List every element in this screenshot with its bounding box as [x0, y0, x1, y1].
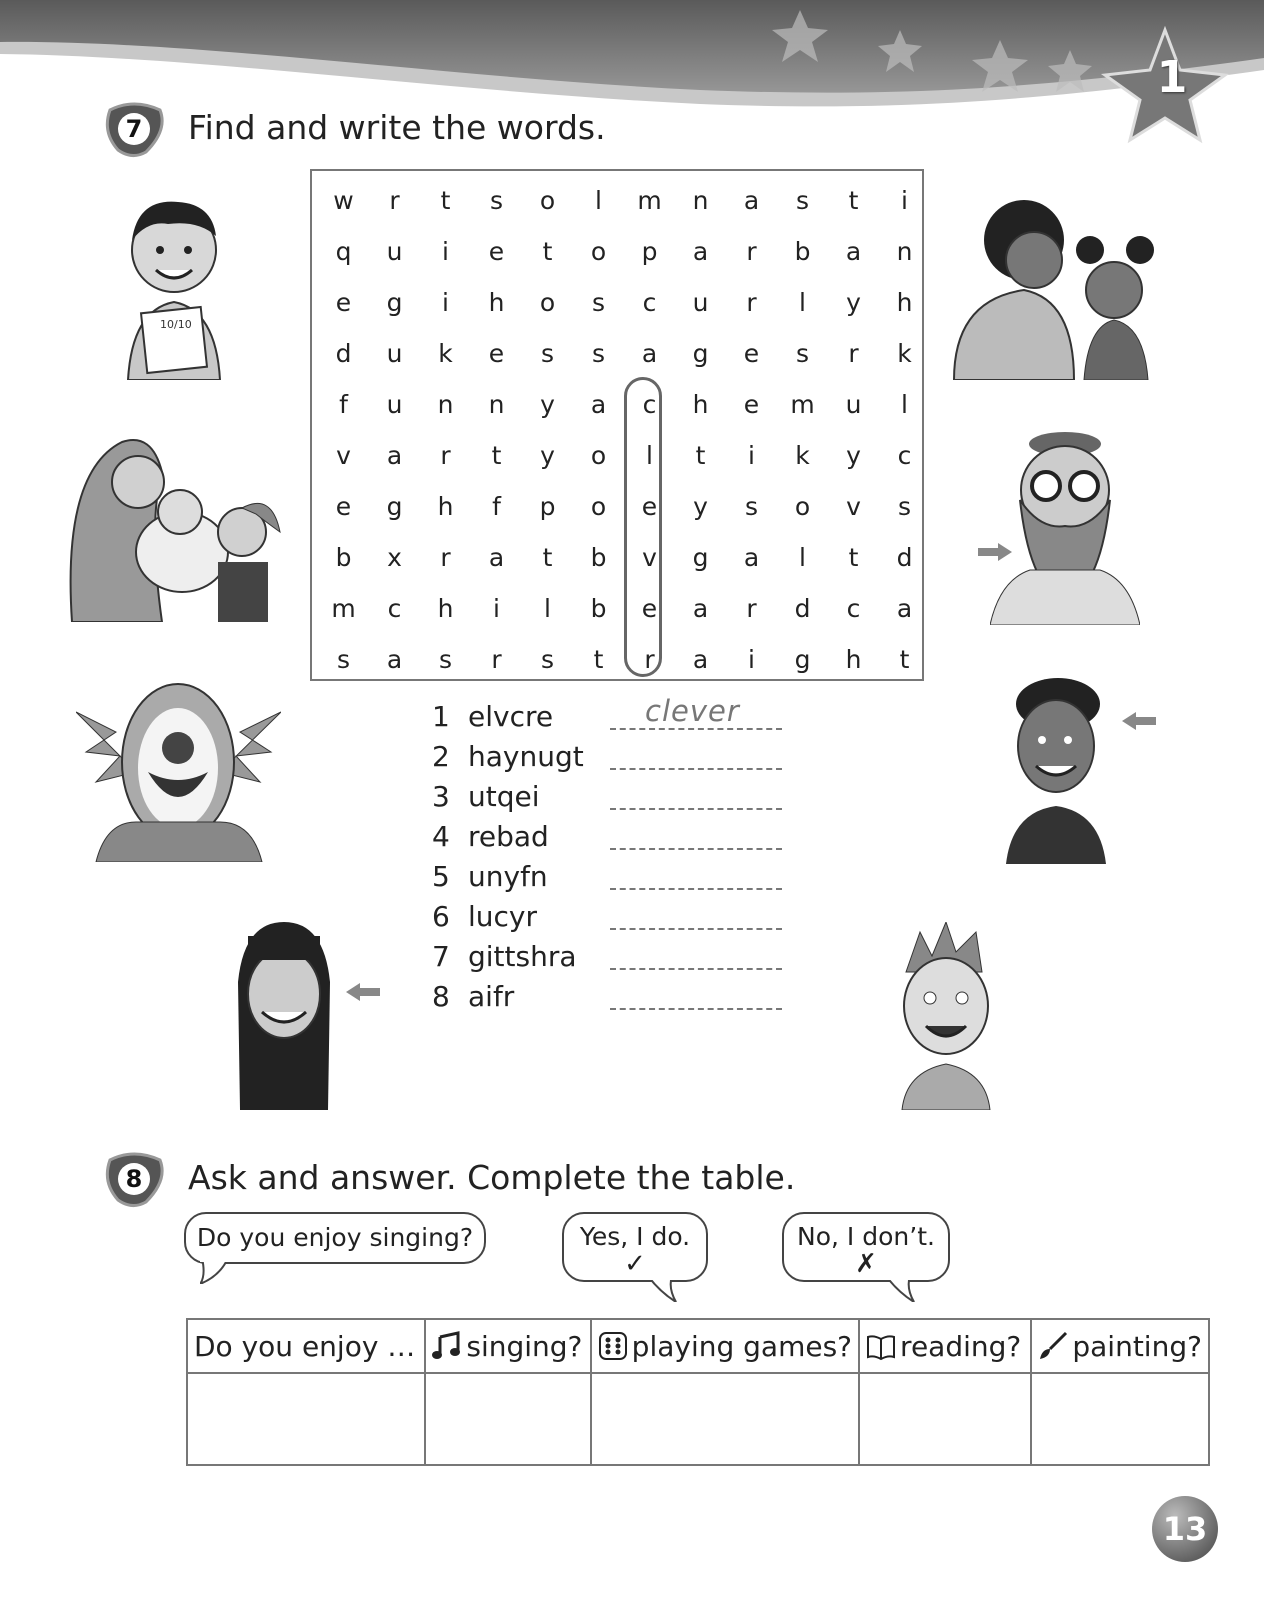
scrambled-word: lucyr: [468, 900, 538, 933]
boy-with-test-picture: [108, 190, 238, 380]
scrambled-word: unyfn: [468, 860, 548, 893]
grid-letter: r: [746, 288, 757, 317]
grid-letter: e: [488, 339, 505, 368]
tick-mark: ✓: [624, 1249, 646, 1279]
grid-letter: u: [386, 339, 403, 368]
grid-letter: t: [491, 441, 502, 470]
table-header-cell: painting?: [1031, 1319, 1209, 1373]
cross-mark: ✗: [855, 1249, 877, 1279]
long-haired-girl-picture: [234, 922, 334, 1110]
grid-letter: c: [642, 288, 657, 317]
anagram-item: [432, 860, 548, 893]
grid-letter: a: [590, 390, 607, 419]
exercise-8-instruction: Ask and answer. Complete the table.: [188, 1158, 796, 1197]
table-header-row: [187, 1319, 1209, 1373]
grid-letter: a: [692, 237, 709, 266]
yes-speech-bubble: Yes, I do. ✓: [562, 1212, 708, 1282]
grid-letter: t: [542, 237, 553, 266]
grid-letter: l: [799, 543, 806, 572]
exercise-7-instruction: Find and write the words.: [188, 108, 606, 147]
answer-line[interactable]: [610, 1008, 782, 1010]
anagram-number: 3: [432, 780, 450, 813]
grid-letter: u: [845, 390, 862, 419]
grid-letter: n: [488, 390, 505, 419]
spiky-haired-boy-picture: [886, 922, 1006, 1110]
grid-letter: i: [493, 594, 500, 623]
anagram-item: [432, 820, 549, 853]
grid-letter: o: [590, 492, 607, 521]
arrow-left-icon: [346, 983, 380, 1001]
paintbrush-icon: [1038, 1331, 1068, 1361]
scrambled-word: aifr: [468, 980, 515, 1013]
grid-letter: a: [692, 594, 709, 623]
grid-letter: y: [693, 492, 708, 521]
answer-cell[interactable]: [425, 1373, 590, 1465]
grid-letter: y: [846, 441, 861, 470]
grid-letter: o: [794, 492, 811, 521]
grid-letter: i: [442, 288, 449, 317]
grid-letter: r: [746, 237, 757, 266]
grid-letter: s: [540, 339, 555, 368]
exercise-7-badge: 7: [102, 100, 166, 158]
grid-letter: e: [488, 237, 505, 266]
grid-letter: g: [386, 288, 403, 317]
grid-letter: i: [901, 186, 908, 215]
table-header-cell: reading?: [859, 1319, 1031, 1373]
anagram-number: 7: [432, 940, 450, 973]
grid-letter: a: [488, 543, 505, 572]
grid-letter: l: [799, 288, 806, 317]
unit-number: 1: [1156, 52, 1188, 103]
grid-letter: s: [591, 339, 606, 368]
grid-letter: v: [336, 441, 351, 470]
page-number: 13: [1152, 1496, 1218, 1562]
grid-letter: b: [794, 237, 811, 266]
table-header-cell: singing?: [425, 1319, 590, 1373]
grid-letter: w: [333, 186, 354, 215]
arrow-left-icon: [1122, 712, 1156, 730]
grid-letter: d: [335, 339, 352, 368]
table-header-cell: playing games?: [591, 1319, 859, 1373]
anagram-number: 5: [432, 860, 450, 893]
anagram-item: [432, 900, 537, 933]
grid-letter: r: [491, 645, 502, 674]
grid-letter: e: [335, 492, 352, 521]
grid-letter: o: [590, 441, 607, 470]
grid-letter: l: [595, 186, 602, 215]
music-note-icon: [432, 1331, 462, 1361]
answer-line[interactable]: [610, 888, 782, 890]
grid-letter: a: [386, 645, 403, 674]
book-icon: [866, 1331, 896, 1361]
grid-letter: g: [692, 543, 709, 572]
table-row: [187, 1373, 1209, 1465]
grid-letter: q: [335, 237, 352, 266]
grid-letter: a: [692, 645, 709, 674]
grid-letter: e: [641, 492, 658, 521]
grid-letter: r: [746, 594, 757, 623]
grid-letter: t: [899, 645, 910, 674]
grid-letter: n: [692, 186, 709, 215]
grid-letter: i: [748, 645, 755, 674]
grid-letter: i: [748, 441, 755, 470]
answer-cell[interactable]: [187, 1373, 425, 1465]
found-word-loop: [624, 377, 662, 677]
anagram-number: 6: [432, 900, 450, 933]
grid-letter: y: [540, 390, 555, 419]
grid-letter: d: [896, 543, 913, 572]
grid-letter: p: [641, 237, 658, 266]
grid-letter: h: [437, 594, 454, 623]
grid-letter: y: [540, 441, 555, 470]
grid-letter: h: [896, 288, 913, 317]
grid-letter: s: [795, 186, 810, 215]
grid-letter: a: [743, 543, 760, 572]
anagram-item: [432, 940, 577, 973]
grid-letter: a: [845, 237, 862, 266]
scrambled-word: elvcre: [468, 700, 554, 733]
scrambled-word: rebad: [468, 820, 549, 853]
grid-letter: l: [544, 594, 551, 623]
answer-line[interactable]: [610, 848, 782, 850]
grid-letter: a: [896, 594, 913, 623]
grid-letter: s: [540, 645, 555, 674]
grid-letter: r: [440, 441, 451, 470]
grid-letter: k: [795, 441, 810, 470]
wordsearch-grid: [310, 169, 924, 681]
grid-letter: d: [794, 594, 811, 623]
grid-letter: o: [539, 186, 556, 215]
arrow-right-icon: [978, 543, 1012, 561]
answer-cell[interactable]: [859, 1373, 1031, 1465]
grid-letter: t: [848, 543, 859, 572]
example-answer: clever: [645, 694, 740, 728]
grid-letter: t: [593, 645, 604, 674]
grid-letter: u: [692, 288, 709, 317]
grid-letter: a: [743, 186, 760, 215]
grid-letter: s: [591, 288, 606, 317]
grid-letter: r: [644, 645, 655, 674]
grid-letter: t: [695, 441, 706, 470]
grid-letter: t: [440, 186, 451, 215]
question-speech-bubble: Do you enjoy singing?: [184, 1212, 486, 1264]
anagram-item: [432, 780, 540, 813]
grid-letter: i: [442, 237, 449, 266]
mother-and-children-picture: [52, 432, 292, 622]
grid-letter: g: [386, 492, 403, 521]
clown-picture: [76, 672, 281, 862]
grid-letter: s: [744, 492, 759, 521]
answer-line[interactable]: [610, 808, 782, 810]
grid-letter: c: [846, 594, 861, 623]
grid-letter: b: [590, 543, 607, 572]
anagram-item: [432, 980, 514, 1013]
grid-letter: c: [897, 441, 912, 470]
grid-letter: u: [386, 237, 403, 266]
grid-letter: e: [641, 594, 658, 623]
anagram-number: 8: [432, 980, 450, 1013]
no-speech-bubble: No, I don’t. ✗: [782, 1212, 950, 1282]
grid-letter: h: [692, 390, 709, 419]
answer-cell[interactable]: [591, 1373, 859, 1465]
grid-letter: f: [492, 492, 501, 521]
grid-letter: o: [590, 237, 607, 266]
grid-letter: b: [590, 594, 607, 623]
grid-letter: h: [845, 645, 862, 674]
grid-letter: e: [335, 288, 352, 317]
grid-letter: l: [646, 441, 653, 470]
scrambled-word: utqei: [468, 780, 540, 813]
enjoy-table: [186, 1318, 1210, 1466]
anagram-number: 2: [432, 740, 450, 773]
grid-letter: x: [387, 543, 402, 572]
grid-letter: v: [642, 543, 657, 572]
grid-letter: e: [743, 339, 760, 368]
grid-letter: h: [437, 492, 454, 521]
grid-letter: u: [386, 390, 403, 419]
exercise-8-badge: 8: [102, 1150, 166, 1208]
dice-icon: [598, 1331, 628, 1361]
anagram-item: [432, 740, 584, 773]
grid-letter: k: [438, 339, 453, 368]
scrambled-word: gittshra: [468, 940, 577, 973]
grid-letter: p: [539, 492, 556, 521]
grid-letter: c: [642, 390, 657, 419]
answer-line[interactable]: [610, 728, 782, 730]
curly-haired-man-picture: [1006, 676, 1106, 864]
grid-letter: k: [897, 339, 912, 368]
grid-letter: r: [389, 186, 400, 215]
grid-letter: g: [794, 645, 811, 674]
grid-letter: a: [641, 339, 658, 368]
grid-letter: g: [692, 339, 709, 368]
bearded-man-picture: [990, 430, 1140, 625]
grid-letter: a: [386, 441, 403, 470]
grid-letter: f: [339, 390, 348, 419]
grid-letter: b: [335, 543, 352, 572]
answer-line[interactable]: [610, 768, 782, 770]
answer-line[interactable]: [610, 928, 782, 930]
mother-scolding-girl-picture: [944, 190, 1164, 380]
grid-letter: s: [795, 339, 810, 368]
grid-letter: y: [846, 288, 861, 317]
anagram-number: 1: [432, 700, 450, 733]
grid-letter: s: [897, 492, 912, 521]
grid-letter: t: [848, 186, 859, 215]
grid-letter: m: [331, 594, 356, 623]
grid-letter: s: [489, 186, 504, 215]
grid-letter: c: [387, 594, 402, 623]
grid-letter: e: [743, 390, 760, 419]
anagram-number: 4: [432, 820, 450, 853]
anagram-item: [432, 700, 553, 733]
grid-letter: n: [896, 237, 913, 266]
grid-letter: n: [437, 390, 454, 419]
table-header-cell: Do you enjoy …: [187, 1319, 425, 1373]
grid-letter: o: [539, 288, 556, 317]
grid-letter: l: [901, 390, 908, 419]
test-score-text: 10/10: [160, 318, 192, 331]
grid-letter: r: [848, 339, 859, 368]
grid-letter: v: [846, 492, 861, 521]
grid-letter: s: [336, 645, 351, 674]
answer-cell[interactable]: [1031, 1373, 1209, 1465]
grid-letter: h: [488, 288, 505, 317]
grid-letter: s: [438, 645, 453, 674]
grid-letter: m: [637, 186, 662, 215]
grid-letter: t: [542, 543, 553, 572]
grid-letter: m: [790, 390, 815, 419]
answer-line[interactable]: [610, 968, 782, 970]
scrambled-word: haynugt: [468, 740, 584, 773]
grid-letter: r: [440, 543, 451, 572]
